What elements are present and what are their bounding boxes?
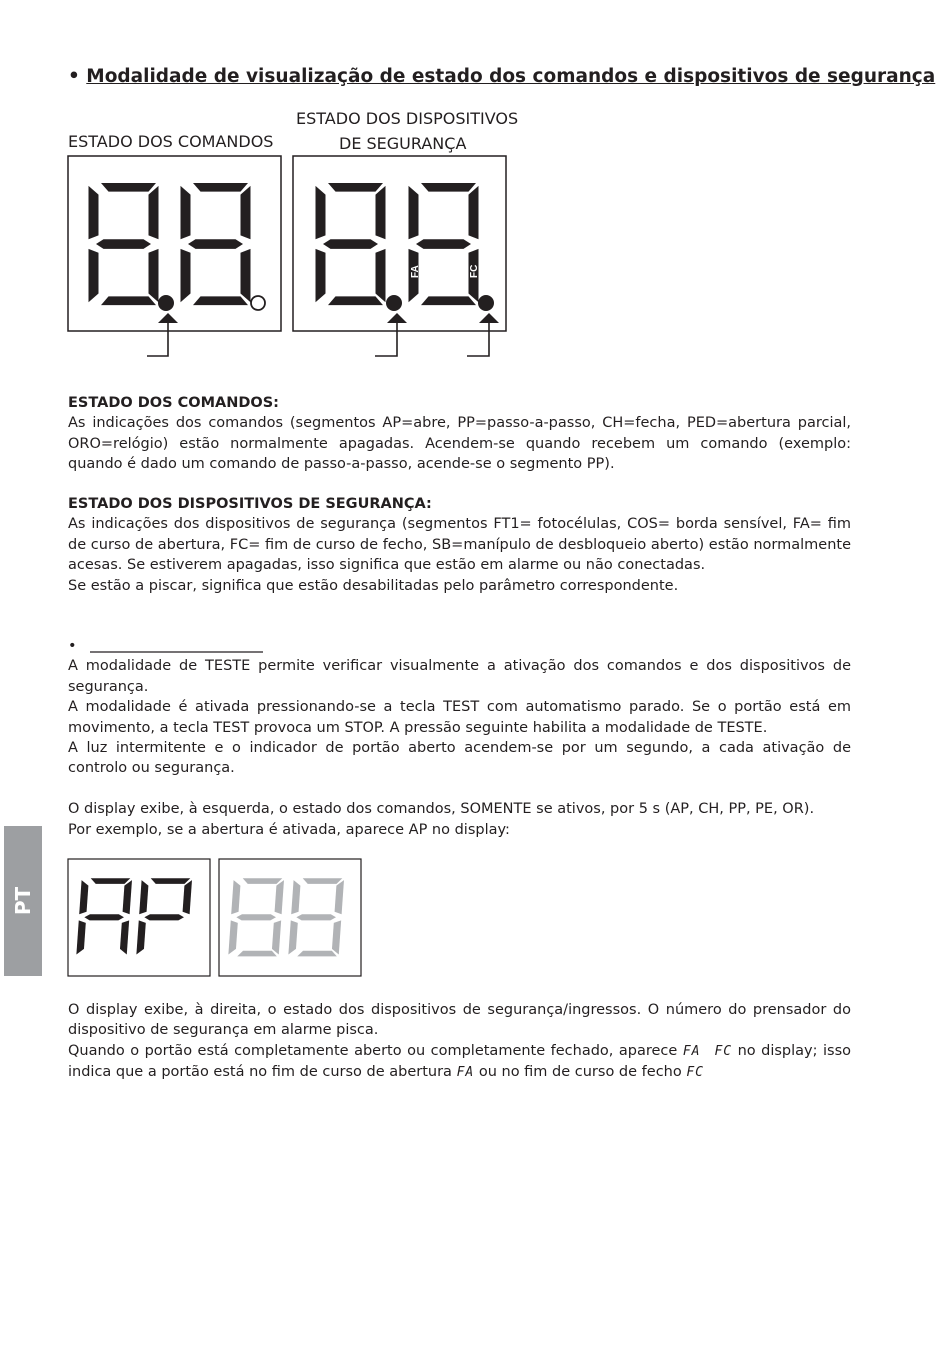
language-tab-label: PT — [11, 886, 35, 916]
arrow-head-commands — [158, 313, 178, 323]
test-paragraph-3: A luz intermitente e o indicador de portão aberto acendem-se por um segundo, a cada ativação de controlo ou segurança. — [68, 740, 851, 777]
safety-status-body: As indicações dos dispositivos de segurança (segmentos FT1= fotocélulas, COS= borda sensível, FA= fim de curso de abertura, FC= fim de curso de fecho, SB=manípulo de desbloqueio aberto) estão normalmente acesas. Se estiverem apagadas, isso significa que estão em alarme ou não conectadas. — [68, 516, 851, 574]
title-text: Modalidade de visualização de estado dos comandos e dispositivos de segurança — [86, 66, 936, 87]
test-paragraph-1: A modalidade de TESTE permite verificar visualmente a ativação dos comandos e dos dispositivos de segurança. — [68, 658, 851, 695]
language-tab — [4, 826, 42, 976]
example-digit-p — [136, 878, 192, 954]
segment-label-fc: FC — [469, 264, 480, 278]
safety-dot-1 — [386, 295, 402, 311]
segment-label-fa: FA — [410, 265, 421, 278]
example-digit-a — [76, 878, 132, 954]
arrow-head-fc — [479, 313, 499, 323]
mini-display-fc: FC — [714, 1043, 733, 1059]
title-bullet: • — [68, 66, 80, 87]
safety-status-heading: ESTADO DOS DISPOSITIVOS DE SEGURANÇA: — [68, 496, 432, 512]
label-commands-status: ESTADO DOS COMANDOS — [68, 132, 274, 151]
label-safety-status-line1: ESTADO DOS DISPOSITIVOS — [296, 109, 519, 128]
commands-status-heading: ESTADO DOS COMANDOS: — [68, 395, 279, 411]
safety-digit-1 — [316, 183, 386, 305]
arrow-head-fa — [387, 313, 407, 323]
label-safety-status-line2: DE SEGURANÇA — [339, 134, 467, 153]
test-paragraph-2: A modalidade é ativada pressionando-se a tecla TEST com automatismo parado. Se o portão está em movimento, a tecla TEST provoca um STOP. A pressão seguinte habilita a modalidade de TESTE. — [68, 699, 851, 736]
final-paragraph-2: Quando o portão está completamente aberto ou completamente fechado, aparece FA FC no display; isso indica que a portão está no fim de curso de abertura FA ou no fim de curso de fecho FC — [68, 1042, 852, 1081]
safety-status-section — [68, 494, 851, 596]
pointer-arrows — [147, 322, 489, 356]
commands-digit-1 — [89, 183, 159, 305]
test-paragraph-5: Por exemplo, se a abertura é ativada, aparece AP no display: — [68, 821, 510, 838]
test-bullet: • — [68, 638, 77, 654]
commands-dot-1 — [158, 295, 174, 311]
commands-status-body: As indicações dos comandos (segmentos AP=abre, PP=passo-a-passo, CH=fecha, PED=abertura parcial, ORO=relógio) estão normalmente apagadas. Acendem-se quando recebem um comando (exemplo: quando é dado um comando de passo-a-passo, acende-se o segmento PP). — [68, 415, 851, 473]
final-paragraph-1: O display exibe, à direita, o estado dos dispositivos de segurança/ingressos. O número do prensador do dispositivo de segurança em alarme pisca. — [68, 1002, 851, 1039]
safety-digit-2 — [409, 183, 479, 305]
commands-dot-2 — [251, 296, 265, 310]
example-digit-dim-1 — [228, 878, 284, 956]
safety-status-body-2: Se estão a piscar, significa que estão desabilitadas pelo parâmetro correspondente. — [68, 577, 679, 594]
commands-status-section — [68, 393, 851, 475]
mini-display-fc-2: FC — [686, 1065, 704, 1081]
test-paragraph-4: O display exibe, à esquerda, o estado dos comandos, SOMENTE se ativos, por 5 s (AP, CH, PP, PE, OR). — [68, 801, 815, 818]
test-mode-section — [68, 636, 851, 840]
safety-dot-2 — [478, 295, 494, 311]
final-section — [68, 1000, 851, 1084]
example-digit-dim-2 — [288, 878, 344, 956]
mini-display-fa: FA — [682, 1043, 701, 1059]
mini-display-fa-2: FA — [456, 1065, 475, 1081]
spacer — [68, 779, 851, 799]
commands-digit-2 — [181, 183, 251, 305]
